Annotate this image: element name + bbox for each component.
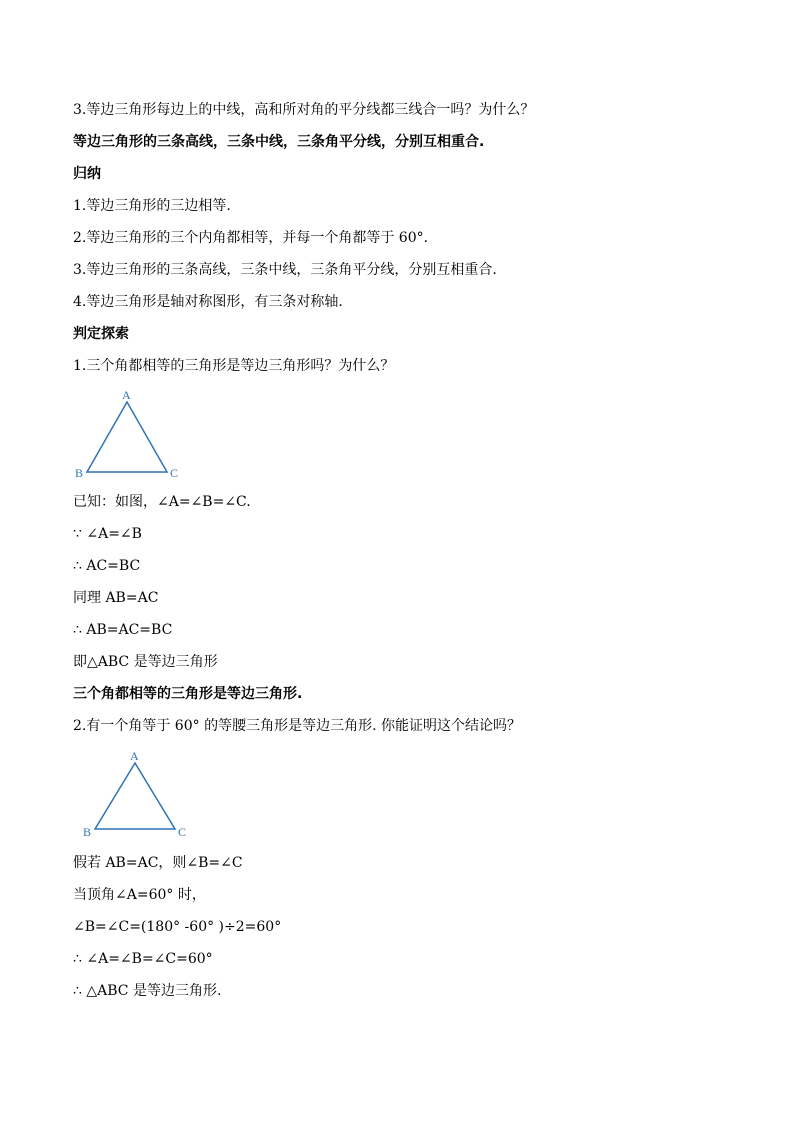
summary-item-3: 3.等边三角形的三条高线，三条中线，三条角平分线，分别互相重合. — [73, 262, 497, 278]
proof-step-3: 同理 AB=AC — [73, 590, 159, 606]
vertex-label-b-1: B — [75, 466, 84, 480]
judge-question-2: 2.有一个角等于 60° 的等腰三角形是等边三角形. 你能证明这个结论吗？ — [73, 718, 521, 734]
theorem-1: 三个角都相等的三角形是等边三角形. — [73, 686, 303, 702]
answer-3: 等边三角形的三条高线，三条中线，三条角平分线，分别互相重合. — [73, 134, 485, 150]
proof-step-4: ∴ AB=AC=BC — [73, 622, 173, 638]
summary-item-1: 1.等边三角形的三边相等. — [73, 198, 231, 214]
reason-step-1: 假若 AB=AC，则∠B=∠C — [73, 855, 243, 871]
vertex-label-c-2: C — [178, 825, 187, 839]
vertex-label-a-2: A — [130, 749, 139, 763]
triangle-figure-2 — [78, 745, 198, 843]
reason-step-3: ∠B=∠C=(180° -60° )÷2=60° — [73, 919, 282, 935]
judge-question-1: 1.三个角都相等的三角形是等边三角形吗？为什么？ — [73, 358, 395, 374]
reason-step-4: ∴ ∠A=∠B=∠C=60° — [73, 951, 213, 967]
vertex-label-c-1: C — [170, 466, 179, 480]
question-3: 3.等边三角形每边上的中线，高和所对角的平分线都三线合一吗？为什么？ — [73, 102, 535, 118]
triangle-shape-2 — [95, 763, 175, 829]
proof-step-1: ∵ ∠A=∠B — [73, 526, 142, 542]
reason-conclusion: ∴ △ABC 是等边三角形. — [73, 983, 222, 999]
summary-heading: 归纳 — [73, 166, 101, 182]
triangle-shape-1 — [87, 402, 167, 472]
proof-conclusion: 即△ABC 是等边三角形 — [73, 654, 218, 670]
summary-item-4: 4.等边三角形是轴对称图形，有三条对称轴. — [73, 294, 343, 310]
summary-item-2: 2.等边三角形的三个内角都相等，并每一个角都等于 60°． — [73, 230, 438, 246]
judge-heading: 判定探索 — [73, 326, 129, 342]
proof-step-2: ∴ AC=BC — [73, 558, 141, 574]
vertex-label-b-2: B — [83, 825, 92, 839]
proof-given: 已知：如图，∠A=∠B=∠C. — [73, 494, 251, 510]
reason-step-2: 当顶角∠A=60° 时， — [73, 887, 206, 903]
vertex-label-a-1: A — [122, 388, 131, 402]
triangle-figure-1 — [70, 385, 190, 483]
